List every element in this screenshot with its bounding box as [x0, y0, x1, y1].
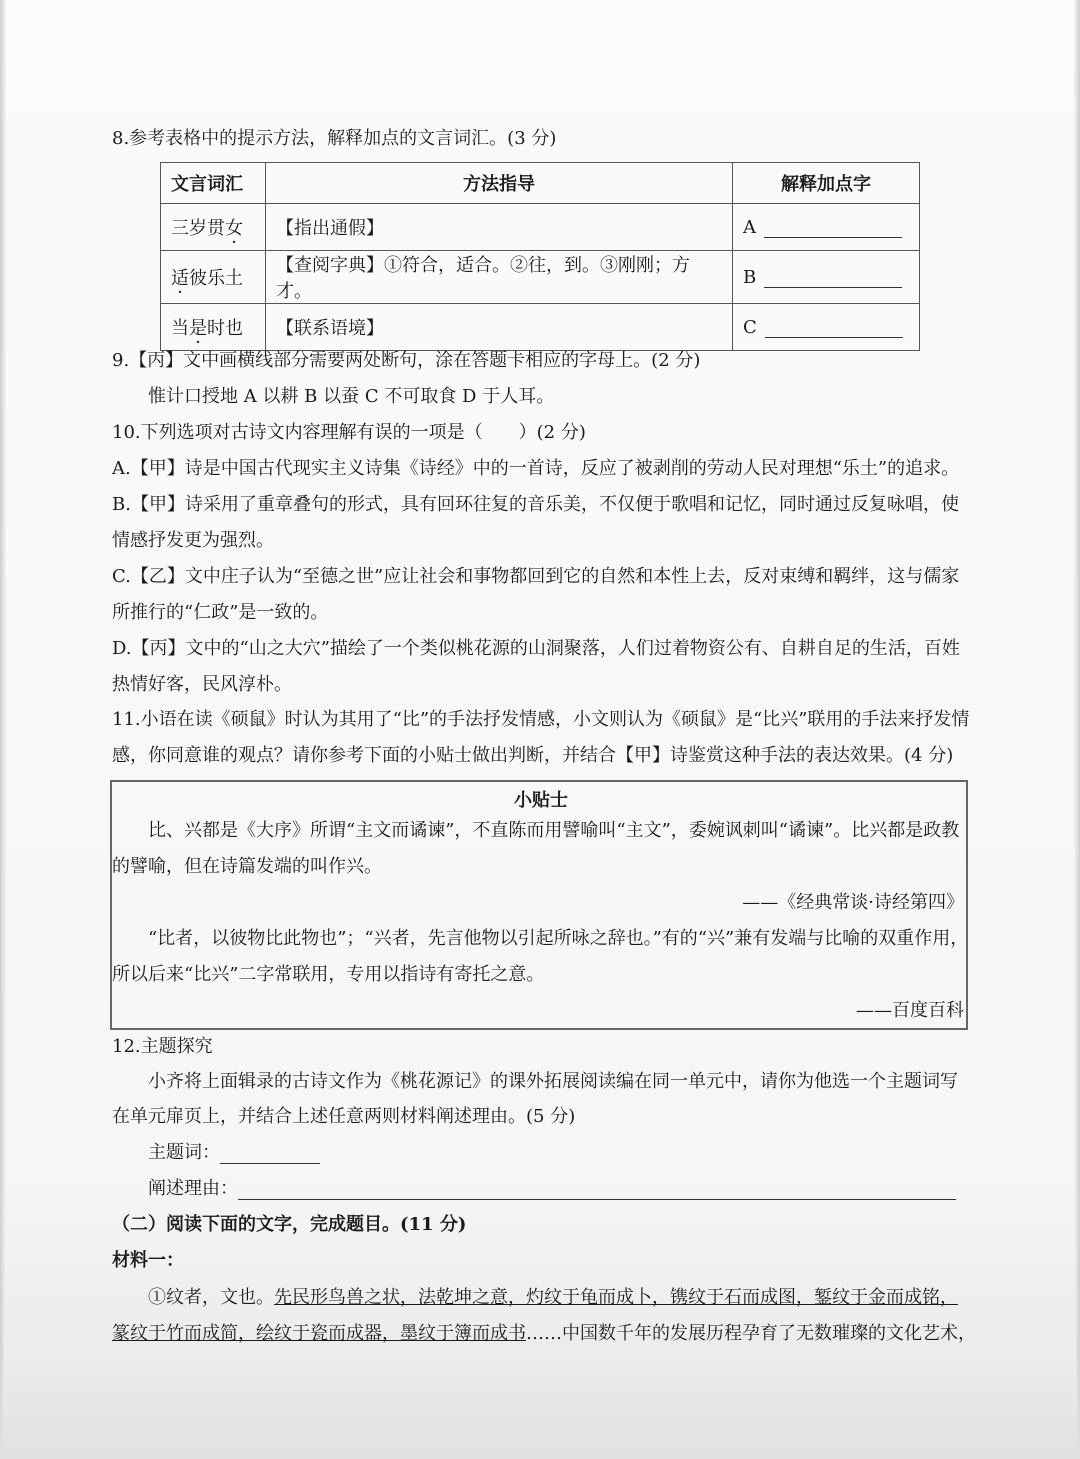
header-explain: 解释加点字	[733, 163, 920, 204]
dotted-char: 适	[171, 268, 189, 289]
q9-stem: 9.【丙】文中画横线部分需要两处断句，涂在答题卡相应的字母上。(2 分)	[112, 350, 701, 371]
q10-stem: 10.下列选项对古诗文内容理解有误的一项是（ ）(2 分)	[112, 422, 586, 443]
answer-blank[interactable]	[764, 219, 902, 238]
q11-line2: 感，你同意谁的观点？请你参考下面的小贴士做出判断，并结合【甲】诗鉴赏这种手法的表达效果。(4 分)	[112, 745, 954, 766]
q9-text: 惟计口授地 A 以耕 B 以蚕 C 不可取食 D 于人耳。	[148, 386, 555, 407]
vocab-method: 【联系语境】	[266, 304, 733, 351]
vocab-word: 三岁贯女	[161, 204, 266, 251]
q10-option-b: B.【甲】诗采用了重章叠句的形式，具有回环往复的音乐美，不仅便于歌唱和记忆，同时通过反复咏唱，使	[112, 494, 959, 515]
bottom-fade	[0, 1360, 1080, 1459]
material1-line1	[148, 1287, 958, 1309]
theme-word-row	[148, 1142, 320, 1164]
vocab-method: 【指出通假】	[266, 204, 733, 251]
tip-source1: ——《经典常谈·诗经第四》	[742, 892, 964, 913]
answer-cell-b[interactable]: B	[733, 251, 920, 304]
tip-title: 小贴士	[514, 790, 568, 811]
tip-para1: 比、兴都是《大序》所谓“主文而谲谏”，不直陈而用譬喻叫“主文”，委婉讽刺叫“谲谏”。比兴都是政教	[148, 820, 960, 841]
material1-rest: ……中国数千年的发展历程孕育了无数璀璨的文化艺术，	[526, 1323, 976, 1344]
answer-blank[interactable]	[765, 319, 903, 338]
tip-para2: “比者，以彼物比此物也”；“兴者，先言他物以引起所咏之辞也。”有的“兴”兼有发端与比喻的双重作用，	[148, 928, 969, 949]
theme-word-label: 主题词：	[148, 1142, 220, 1163]
vocab-word: 适彼乐土	[161, 251, 266, 304]
q10-option-a: A.【甲】诗是中国古代现实主义诗集《诗经》中的一首诗，反应了被剥削的劳动人民对理想“乐土”的追求。	[112, 458, 960, 479]
table-row	[161, 204, 920, 251]
material1-lead: ①纹者，文也。	[148, 1287, 274, 1308]
header-method: 方法指导	[266, 163, 733, 204]
material-label: 材料一：	[112, 1250, 184, 1271]
q10-option-b-cont: 情感抒发更为强烈。	[112, 530, 274, 551]
theme-word-blank[interactable]	[220, 1145, 320, 1164]
answer-cell-a[interactable]: A	[733, 204, 920, 251]
header-word: 文言词汇	[161, 163, 266, 204]
tip-source2: ——百度百科	[856, 1000, 964, 1021]
tip-box	[110, 780, 968, 1030]
reason-blank[interactable]	[238, 1181, 956, 1200]
reason-row	[148, 1178, 956, 1200]
dotted-char: 是	[189, 318, 207, 339]
part2-heading: （二）阅读下面的文字，完成题目。(11 分)	[112, 1214, 467, 1235]
material1-line2	[112, 1323, 976, 1345]
q12-para1: 小齐将上面辑录的古诗文作为《桃花源记》的课外拓展阅读编在同一单元中，请你为他选一个主题词写	[148, 1071, 958, 1092]
q12-para2: 在单元扉页上，并结合上述任意两则材料阐述理由。(5 分)	[112, 1106, 576, 1127]
vocab-word: 当是时也	[161, 304, 266, 351]
tip-para2-cont: 所以后来“比兴”二字常联用，专用以指诗有寄托之意。	[112, 964, 545, 985]
table-row	[161, 304, 920, 351]
tip-para1-cont: 的譬喻，但在诗篇发端的叫作兴。	[112, 856, 382, 877]
material1-underlined-cont: 篆纹于竹而成简，绘纹于瓷而成器，墨纹于簿而成书	[112, 1323, 526, 1344]
page-edge-right	[1074, 0, 1080, 1459]
q12-title: 12.主题探究	[112, 1036, 213, 1057]
dotted-char: 女	[225, 218, 243, 239]
answer-blank[interactable]	[764, 269, 902, 288]
vocab-method: 【查阅字典】①符合，适合。②往，到。③刚刚；方才。	[266, 251, 733, 304]
q10-option-c: C.【乙】文中庄子认为“至德之世”应让社会和事物都回到它的自然和本性上去，反对束缚和羁绊，这与儒家	[112, 566, 960, 587]
q8-stem: 8.参考表格中的提示方法，解释加点的文言词汇。(3 分)	[112, 128, 557, 149]
q10-option-d-cont: 热情好客，民风淳朴。	[112, 674, 292, 695]
q11-line1: 11.小语在读《硕鼠》时认为其用了“比”的手法抒发情感，小文则认为《硕鼠》是“比兴”联用的手法来抒发情	[112, 709, 970, 730]
vocab-table	[160, 162, 920, 351]
material1-underlined: 先民形鸟兽之状，法乾坤之意，灼纹于龟而成卜，镌纹于石而成图，錾纹于金而成铭，	[274, 1287, 958, 1308]
vocab-table-header	[161, 163, 920, 204]
page-edge-left	[0, 0, 6, 1459]
table-row	[161, 251, 920, 304]
q10-option-d: D.【丙】文中的“山之大穴”描绘了一个类似桃花源的山洞聚落，人们过着物资公有、自耕自足的生活，百姓	[112, 638, 960, 659]
answer-cell-c[interactable]: C	[733, 304, 920, 351]
reason-label: 阐述理由：	[148, 1178, 238, 1199]
q10-option-c-cont: 所推行的“仁政”是一致的。	[112, 602, 329, 623]
